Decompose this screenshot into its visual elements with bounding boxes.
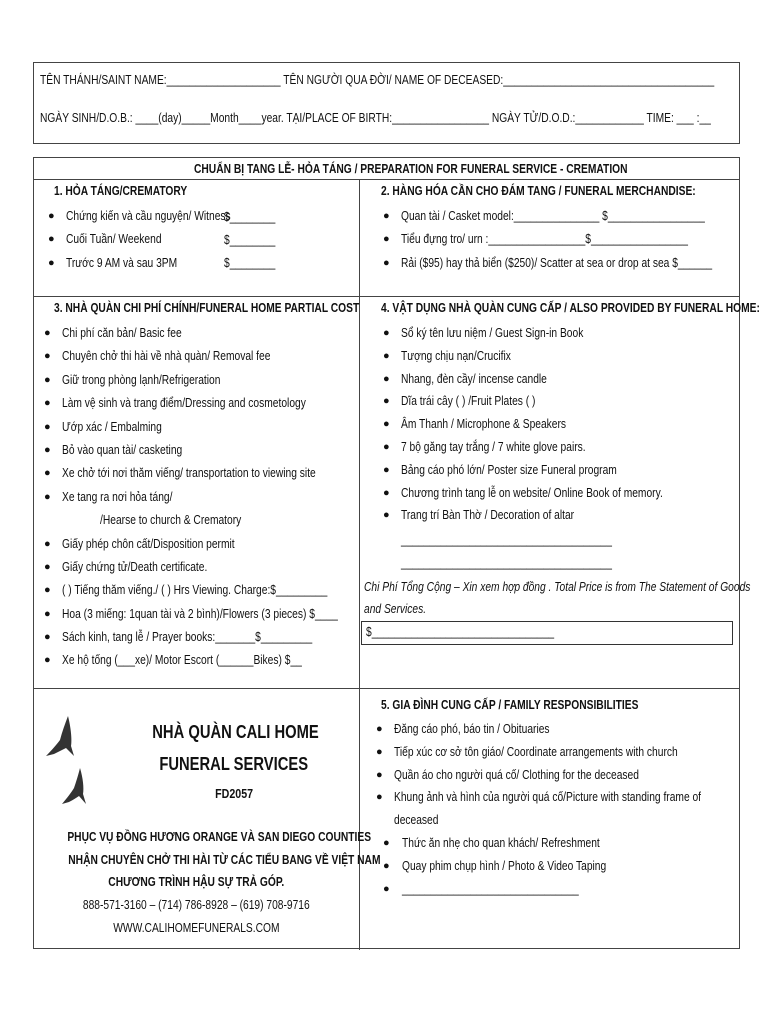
company-service-line2: NHẬN CHUYÊN CHỞ THI HÀI TỪ CÁC TIỂU BANG VỀ VIỆT NAM — [68, 853, 381, 867]
company-service-line3: CHƯƠNG TRÌNH HẬU SỰ TRẢ GÓP. — [108, 875, 285, 889]
list-item: ● Khung ảnh và hình của người quá cố/Picture with standing frame of — [376, 790, 702, 805]
list-item: ● Dĩa trái cây ( ) /Fruit Plates ( ) — [383, 394, 536, 409]
header-box — [33, 62, 740, 144]
list-item: ● Giấy chứng tử/Death certificate. — [44, 559, 208, 574]
provided-list — [383, 322, 720, 527]
list-item: ● Hoa (3 miếng: 1quan tài và 2 bình)/Flowers (3 pieces) $____ — [44, 606, 338, 621]
list-item[interactable]: ● _______________________________ — [383, 881, 579, 896]
company-website[interactable]: WWW.CALIHOMEFUNERALS.COM — [113, 921, 280, 935]
section-merchandise-title: 2. HÀNG HÓA CẦN CHO ĐÁM TANG / FUNERAL MERCHANDISE: — [381, 184, 696, 198]
company-service-line1: PHỤC VỤ ĐỒNG HƯƠNG ORANGE VÀ SAN DIEGO COUNTIES — [67, 830, 372, 844]
list-item: ● Xe hộ tống (___xe)/ Motor Escort (______Bikes) $__ — [44, 653, 302, 668]
bird-logo-icon — [60, 766, 94, 806]
list-item: ● Sách kinh, tang lễ / Prayer books:_______$_________ — [44, 630, 313, 645]
list-item: ● Ướp xác / Embalming — [44, 419, 162, 434]
list-item-continuation: deceased — [394, 813, 439, 828]
list-item: ● Chi phí căn bản/ Basic fee — [44, 326, 182, 340]
list-item: ● Tiếp xúc cơ sở tôn giáo/ Coordinate arrangements with church — [376, 744, 678, 759]
total-price-note: Chi Phí Tổng Cộng – Xin xem hợp đồng . Total Price is from The Statement of Goods — [364, 580, 751, 594]
list-item: ● Thức ăn nhẹ cho quan khách/ Refreshment — [383, 835, 600, 850]
list-item: ● Quan tài / Casket model:_______________ $_________________ — [383, 209, 705, 223]
section-provided-title: 4. VẬT DỤNG NHÀ QUÀN CUNG CẤP / ALSO PROVIDED BY FUNERAL HOME: — [381, 301, 760, 315]
list-item: ● Chương trình tang lễ on website/ Online Book of memory. — [383, 485, 663, 500]
list-item: ● Xe chở tới nơi thăm viếng/ transportation to viewing site — [44, 466, 316, 481]
blank-line[interactable]: _____________________________________ — [401, 533, 612, 547]
list-item: ● Sổ ký tên lưu niệm / Guest Sign-in Book — [383, 326, 584, 340]
weekend-amount[interactable]: $________ — [224, 233, 276, 247]
list-item: ● Bỏ vào quan tài/ casketing — [44, 442, 183, 457]
witness-amount[interactable]: $________ — [224, 210, 276, 224]
list-item: ● Đăng cáo phó, báo tin / Obituaries — [376, 722, 550, 736]
list-item: ● Quần áo cho người quá cố/ Clothing for the deceased — [376, 767, 639, 782]
list-item: ● Quay phim chụp hình / Photo & Video Taping — [383, 858, 607, 873]
list-item: ● Cuối Tuần/ Weekend — [48, 232, 162, 247]
header-line-names: TÊN THÁNH/SAINT NAME:____________________ TÊN NGƯỜI QUA ĐỜI/ NAME OF DECEASED:_____________________________________ — [40, 73, 715, 87]
company-name-line1: NHÀ QUÀN CALI HOME — [152, 722, 319, 742]
list-item: ● Trước 9 AM và sau 3PM — [48, 255, 178, 270]
list-item: ● Làm vệ sinh và trang điểm/Dressing and cosmetology — [44, 396, 306, 411]
merchandise-list — [383, 205, 770, 275]
total-price-note-continued: and Services. — [364, 602, 427, 616]
list-item: ● ( ) Tiếng thăm viếng./ ( ) Hrs Viewing. Charge:$_________ — [44, 583, 328, 598]
section-crematory-title: 1. HỎA TÁNG/CREMATORY — [54, 184, 188, 198]
company-license: FD2057 — [215, 786, 253, 801]
blank-line[interactable]: _____________________________________ — [401, 556, 612, 570]
list-item: ● Tượng chịu nạn/Crucifix — [383, 348, 511, 363]
section-partial-cost-title: 3. NHÀ QUÀN CHI PHÍ CHÍNH/FUNERAL HOME PARTIAL COST — [54, 301, 360, 315]
total-price-field[interactable] — [361, 621, 733, 645]
preparation-table — [33, 157, 760, 949]
list-item: ● Xe tang ra nơi hỏa táng/ — [44, 489, 173, 504]
header-line-dates: NGÀY SINH/D.O.B.: ____(day)_____Month____year. TẠI/PLACE OF BIRTH:_________________ NGÀY TỬ/D.O.D.:____________ TIME: ___ :__ — [40, 111, 711, 125]
company-phones: 888-571-3160 – (714) 786-8928 – (619) 708-9716 — [83, 898, 310, 912]
section-family-title: 5. GIA ĐÌNH CUNG CẤP / FAMILY RESPONSIBILITIES — [381, 698, 639, 712]
list-item: ● Tiểu đựng tro/ urn :_________________$_________________ — [383, 232, 688, 247]
partial-cost-list — [44, 322, 398, 673]
list-item: ● Trang trí Bàn Thờ / Decoration of altar — [383, 508, 575, 523]
list-item: ● Giữ trong phòng lạnh/Refrigeration — [44, 372, 221, 387]
table-divider — [34, 179, 739, 180]
bird-logo-icon — [44, 714, 84, 758]
list-item: ● Rải ($95) hay thả biển ($250)/ Scatter at sea or drop at sea $______ — [383, 255, 713, 270]
list-item: ● 7 bộ găng tay trắng / 7 white glove pairs. — [383, 439, 586, 454]
list-item: ● Chuyên chở thi hài về nhà quàn/ Removal fee — [44, 349, 271, 364]
total-price-value: $________________________________ — [366, 625, 555, 639]
family-list — [376, 718, 768, 900]
table-divider — [34, 296, 739, 297]
table-divider — [34, 688, 739, 689]
table-title: CHUẨN BỊ TANG LỄ- HỎA TÁNG / PREPARATION FOR FUNERAL SERVICE - CREMATION — [194, 162, 628, 176]
list-item: ● Bảng cáo phó lớn/ Poster size Funeral program — [383, 462, 617, 477]
list-item: ● Chứng kiến và cầu nguyện/ Witness — [48, 209, 231, 223]
list-item: ● Giấy phép chôn cất/Disposition permit — [44, 536, 235, 551]
list-item: ● Âm Thanh / Microphone & Speakers — [383, 417, 567, 432]
list-item: ● Nhang, đèn cầy/ incense candle — [383, 371, 547, 386]
list-item-continuation: /Hearse to church & Crematory — [100, 513, 242, 528]
after-hours-amount[interactable]: $________ — [224, 256, 276, 270]
company-name-line2: FUNERAL SERVICES — [159, 754, 309, 774]
